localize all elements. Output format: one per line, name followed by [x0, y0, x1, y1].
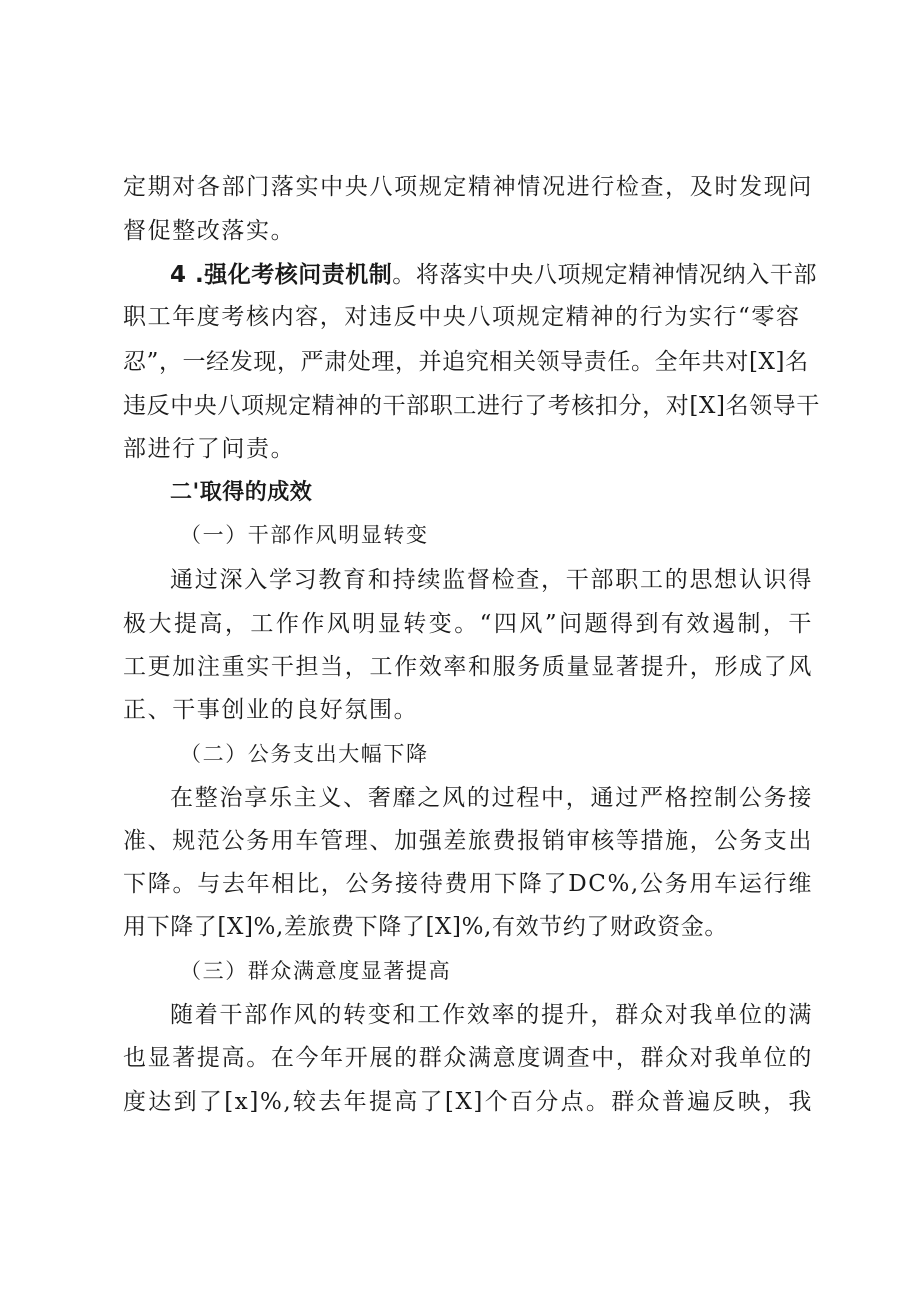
paragraph-line: 下降。与去年相比，公务接待费用下降了DC%,公务用车运行维 [123, 871, 813, 897]
paragraph-line: 也显著提高。在今年开展的群众满意度调查中，群众对我单位的 [123, 1045, 813, 1071]
paragraph-line: 极大提高，工作作风明显转变。“四风”问题得到有效遏制，干 [123, 611, 813, 637]
paragraph-line: 准、规范公务用车管理、加强差旅费报销审核等措施，公务支出 [123, 828, 813, 854]
paragraph-line: 在整治享乐主义、奢靡之风的过程中，通过严格控制公务接 [170, 785, 813, 811]
paragraph-line: 随着干部作风的转变和工作效率的提升，群众对我单位的满 [170, 1002, 813, 1028]
paragraph-line: 定期对各部门落实中央八项规定精神情况进行检查，及时发现问 [123, 174, 813, 200]
paragraph-line: 用下降了[X]%,差旅费下降了[X]%,有效节约了财政资金。 [123, 914, 728, 940]
list-item-4 [170, 260, 818, 290]
paragraph-line: 正、干事创业的良好氛围。 [123, 697, 419, 723]
paragraph-line: 督促整改落实。 [123, 218, 296, 244]
paragraph-line: 通过深入学习教育和持续监督检查，干部职工的思想认识得 [170, 567, 813, 593]
list-item-heading: 4 .强化考核问责机制 [170, 262, 393, 288]
list-item-text: 。将落实中央八项规定精神情况纳入干部 [392, 262, 818, 288]
section-heading: 二'取得的成效 [170, 480, 313, 505]
paragraph-line: 职工年度考核内容，对违反中央八项规定精神的行为实行“零容 [123, 304, 801, 330]
paragraph-line: 部进行了问责。 [123, 436, 296, 462]
paragraph-line: 违反中央八项规定精神的干部职工进行了考核扣分，对[X]名领导干 [123, 393, 820, 419]
subsection-heading: （三）群众满意度显著提高 [180, 959, 452, 983]
paragraph-line: 度达到了[x]%,较去年提高了[X]个百分点。群众普遍反映，我 [123, 1089, 813, 1115]
paragraph-line: 工更加注重实干担当，工作效率和服务质量显著提升，形成了风 [123, 654, 813, 680]
subsection-heading: （二）公务支出大幅下降 [180, 742, 429, 766]
subsection-heading: （一）干部作风明显转变 [180, 523, 429, 547]
paragraph-line: 忍”，一经发现，严肃处理，并追究相关领导责任。全年共对[X]名 [123, 349, 809, 375]
